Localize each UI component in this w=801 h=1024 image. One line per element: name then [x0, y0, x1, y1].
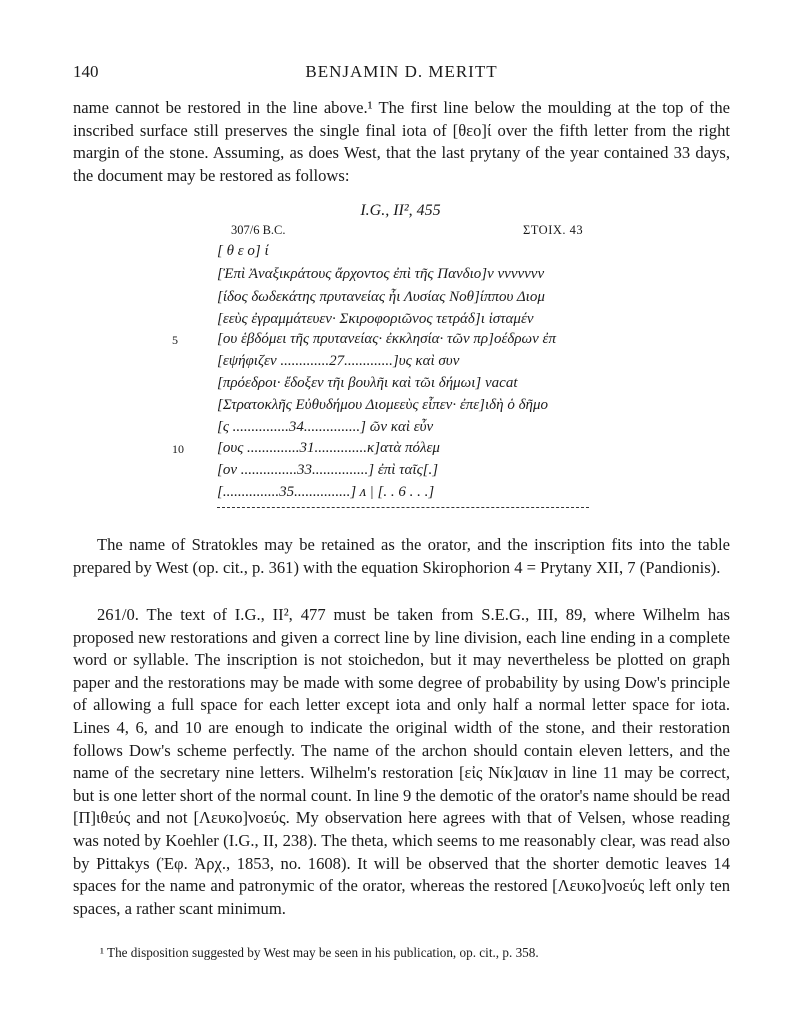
line-number-10: 10 — [172, 442, 184, 456]
inscription-date: 307/6 B.C. — [231, 223, 286, 237]
inscription-line: [ους ..............31..............κ]ατὰ πόλεμ — [217, 440, 440, 456]
page-header — [73, 62, 730, 86]
inscription-line: [ου ἑβδόμει τῆς πρυτανείας· ἐκκλησία· τῶν πρ]οέδρων ἐπ — [217, 331, 556, 347]
page-number: 140 — [73, 62, 99, 81]
inscription-line: [Στρατοκλῆς Εὐθυδήμου Διομεεὺς εἶπεν· ἐπε]ιδὴ ὁ δῆμο — [217, 397, 549, 413]
inscription-line: [ς ...............34...............] ῶν καὶ εὖν — [217, 419, 434, 435]
inscription-line: [Ἐπὶ Ἀναξικράτους ἄρχοντος ἐπὶ τῆς Πανδιο]ν vvvvvvv — [217, 266, 545, 282]
footnote: ¹ The disposition suggested by West may be seen in his publication, op. cit., p. 358. — [100, 945, 539, 960]
paragraph-intro: name cannot be restored in the line above.¹ The first line below the moulding at the top of the inscribed surface still preserves the single final iota of [θεο]ί over the fifth letter from the right margin of the stone. Assuming, as does West, that the last prytany of the year contained 33 days, the document may be restored as follows: — [73, 98, 730, 185]
broken-edge-divider — [217, 507, 589, 508]
paragraph-stratokles: The name of Stratokles may be retained as the orator, and the inscription fits into the table prepared by West (op. cit., p. 361) with the equation Skirophorion 4 = Prytany XII, 7 (Pandionis). — [73, 535, 730, 577]
inscription-line: [ θ ε ο] ί — [217, 243, 269, 259]
inscription-line: [...............35...............] ᴧ | [. . 6 . . .] — [217, 484, 435, 500]
paragraph-261-0: 261/0. The text of I.G., II², 477 must be taken from S.E.G., III, 89, where Wilhelm has proposed new restorations and given a correct line by line division, each line ending in a complete word or syllable. The inscription is not stoichedon, but it may nevertheless be plotted on graph paper and the restorations may be made with some degree of probability by using Dow's principle of allowing a full space for each letter except iota and only half a normal letter space for iota. Lines 4, 6, and 10 are enough to indicate the original width of the stone, and their restoration follows Dow's scheme perfectly. The name of the archon should contain eleven letters, and the name of the secretary nine letters. Wilhelm's restoration [εἰς Νίκ]αιαν in line 11 may be correct, but is one letter short of the normal count. In line 9 the demotic of the orator's name should be read [Π]ιθεύς and not [Λευκο]νοεύς. My observation here agrees with that of Velsen, whose reading was noted by Koehler (I.G., II, 238). The theta, which seems to me reasonably clear, was read also by Pittakys (Ἐφ. Ἀρχ., 1853, no. 1608). It will be observed that the shorter demotic leaves 14 spaces for the name and patronymic of the orator, whereas the restored [Λευκο]νοεύς left only ten spaces, a rather scant minimum. — [73, 605, 730, 918]
inscription-stoichedon: ΣΤΟΙΧ. 43 — [523, 223, 584, 237]
inscription-title: I.G., II², 455 — [360, 202, 441, 219]
inscription-line: [ον ...............33...............] ἐπὶ ταῖς[.] — [217, 462, 439, 478]
inscription-line: [ίδος δωδεκάτης πρυτανείας ἧι Λυσίας Νοθ]ίππου Διομ — [217, 289, 545, 305]
inscription-line: [εψήφιζεν .............27.............]υς καὶ συν — [217, 353, 460, 369]
inscription-line: [εεὺς ἐγραμμάτευεν· Σκιροφοριῶνος τετράδ]ι ἱσταμέν — [217, 311, 534, 327]
line-number-5: 5 — [172, 333, 178, 347]
running-head: BENJAMIN D. MERITT — [305, 62, 498, 81]
inscription-line: [πρόεδροι· ἔδοξεν τῆι βουλῆι καὶ τῶι δήμωι] vacat — [217, 375, 518, 391]
